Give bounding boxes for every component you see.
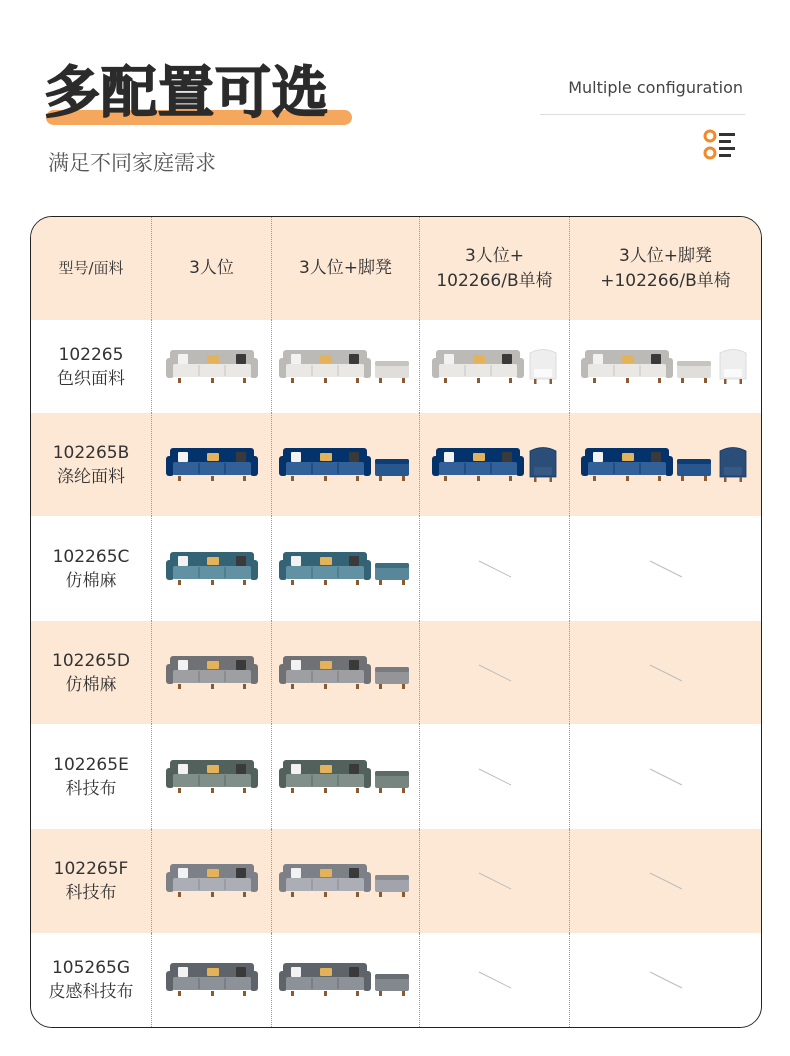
sofa-image	[166, 350, 258, 383]
model-cell	[31, 724, 151, 829]
configuration-image	[279, 347, 413, 387]
option-cell-sofa-ottoman-chair	[569, 413, 761, 516]
option-cell-sofa	[151, 320, 271, 413]
option-cell-none	[419, 829, 569, 933]
table-row	[31, 320, 761, 413]
header-label: 3人位+ 102266/B单椅	[436, 245, 553, 291]
model-code: 102265B	[52, 442, 130, 463]
model-code: 102265D	[52, 650, 130, 671]
not-available-mark	[646, 869, 686, 893]
option-cell-sofa-ottoman	[271, 933, 419, 1027]
sofa-image	[279, 656, 371, 689]
table-row	[31, 413, 761, 516]
not-available-mark	[646, 661, 686, 685]
not-available-mark	[646, 968, 686, 992]
model-cell	[31, 516, 151, 621]
model-code: 102265E	[53, 754, 129, 775]
table-header-cell	[151, 217, 271, 320]
option-cell-sofa	[151, 724, 271, 829]
ottoman-image	[677, 459, 711, 481]
option-cell-sofa-chair	[419, 413, 569, 516]
english-title: Multiple configuration	[568, 78, 743, 97]
configuration-image	[164, 861, 260, 901]
configuration-image	[164, 549, 260, 589]
header-label: 3人位+脚凳	[298, 258, 393, 278]
model-fabric: 科技布	[65, 778, 117, 799]
sofa-image	[166, 963, 258, 996]
sofa-image	[166, 656, 258, 689]
model-code: 105265G	[51, 958, 131, 978]
configuration-image	[279, 861, 413, 901]
option-cell-none	[419, 516, 569, 621]
list-icon	[703, 129, 737, 161]
ottoman-image	[375, 667, 409, 689]
option-cell-none	[569, 724, 761, 829]
model-cell	[31, 933, 151, 1027]
option-cell-sofa-ottoman	[271, 516, 419, 621]
not-available-mark	[475, 968, 515, 992]
configuration-image	[279, 960, 413, 1000]
header-label: 3人位+脚凳 +102266/B单椅	[600, 245, 731, 291]
option-cell-none	[419, 621, 569, 724]
sofa-image	[166, 864, 258, 897]
option-cell-sofa-ottoman	[271, 320, 419, 413]
model-code: 102265F	[53, 859, 129, 879]
not-available-mark	[646, 557, 686, 581]
sofa-image	[279, 448, 371, 481]
configuration-image	[164, 757, 260, 797]
ottoman-image	[677, 361, 711, 383]
armchair-image	[530, 349, 556, 384]
model-fabric: 科技布	[65, 883, 117, 903]
not-available-mark	[475, 869, 515, 893]
configuration-image	[432, 445, 558, 485]
option-cell-sofa-ottoman	[271, 413, 419, 516]
model-fabric: 仿棉麻	[65, 674, 117, 695]
sofa-image	[166, 552, 258, 585]
sofa-image	[432, 448, 524, 481]
configuration-image	[164, 653, 260, 693]
option-cell-none	[569, 933, 761, 1027]
table-header-cell	[569, 217, 761, 320]
title-divider	[540, 114, 745, 115]
table-row	[31, 724, 761, 829]
header-label: 型号/面料	[58, 259, 124, 277]
option-cell-sofa-chair	[419, 320, 569, 413]
option-cell-none	[419, 933, 569, 1027]
sofa-image	[279, 552, 371, 585]
table-row	[31, 933, 761, 1027]
table-row	[31, 621, 761, 724]
not-available-mark	[475, 661, 515, 685]
ottoman-image	[375, 771, 409, 793]
option-cell-sofa	[151, 621, 271, 724]
not-available-mark	[475, 765, 515, 789]
not-available-mark	[646, 765, 686, 789]
armchair-image	[720, 447, 746, 482]
configuration-image	[164, 445, 260, 485]
ottoman-image	[375, 875, 409, 897]
sofa-image	[279, 864, 371, 897]
configuration-table	[30, 216, 762, 1028]
page-subtitle: 满足不同家庭需求	[48, 151, 216, 175]
option-cell-sofa-ottoman	[271, 724, 419, 829]
ottoman-image	[375, 361, 409, 383]
configuration-image	[581, 347, 751, 387]
model-fabric: 涤纶面料	[57, 466, 125, 487]
option-cell-sofa-ottoman	[271, 621, 419, 724]
option-cell-sofa-ottoman-chair	[569, 320, 761, 413]
sofa-image	[166, 448, 258, 481]
option-cell-sofa-ottoman	[271, 829, 419, 933]
armchair-image	[720, 349, 746, 384]
configuration-image	[279, 445, 413, 485]
sofa-image	[581, 350, 673, 383]
table-row	[31, 829, 761, 933]
sofa-image	[581, 448, 673, 481]
model-code: 102265	[58, 344, 124, 365]
table-header-cell	[419, 217, 569, 320]
model-fabric: 仿棉麻	[65, 570, 117, 591]
option-cell-none	[569, 621, 761, 724]
ottoman-image	[375, 459, 409, 481]
table-header-cell	[31, 217, 151, 320]
sofa-image	[279, 760, 371, 793]
model-cell	[31, 829, 151, 933]
option-cell-none	[569, 829, 761, 933]
page-title: 多配置可选	[44, 61, 329, 126]
model-fabric: 皮感科技布	[48, 982, 134, 1002]
configuration-image	[581, 445, 751, 485]
ottoman-image	[375, 563, 409, 585]
configuration-image	[279, 653, 413, 693]
configuration-image	[279, 757, 413, 797]
table-header-cell	[271, 217, 419, 320]
option-cell-none	[419, 724, 569, 829]
option-cell-sofa	[151, 413, 271, 516]
sofa-image	[279, 350, 371, 383]
configuration-image	[432, 347, 558, 387]
ottoman-image	[375, 974, 409, 996]
sofa-image	[279, 963, 371, 996]
configuration-image	[164, 347, 260, 387]
not-available-mark	[475, 557, 515, 581]
option-cell-sofa	[151, 516, 271, 621]
option-cell-sofa	[151, 829, 271, 933]
option-cell-sofa	[151, 933, 271, 1027]
table-row	[31, 516, 761, 621]
armchair-image	[530, 447, 556, 482]
table-header-row	[31, 217, 761, 320]
sofa-image	[166, 760, 258, 793]
model-cell	[31, 413, 151, 516]
sofa-image	[432, 350, 524, 383]
title-block	[44, 58, 364, 138]
header-label: 3人位	[189, 258, 234, 278]
model-cell	[31, 621, 151, 724]
model-cell	[31, 320, 151, 413]
model-fabric: 色织面料	[57, 368, 125, 389]
configuration-image	[164, 960, 260, 1000]
model-code: 102265C	[52, 546, 130, 567]
configuration-image	[279, 549, 413, 589]
option-cell-none	[569, 516, 761, 621]
